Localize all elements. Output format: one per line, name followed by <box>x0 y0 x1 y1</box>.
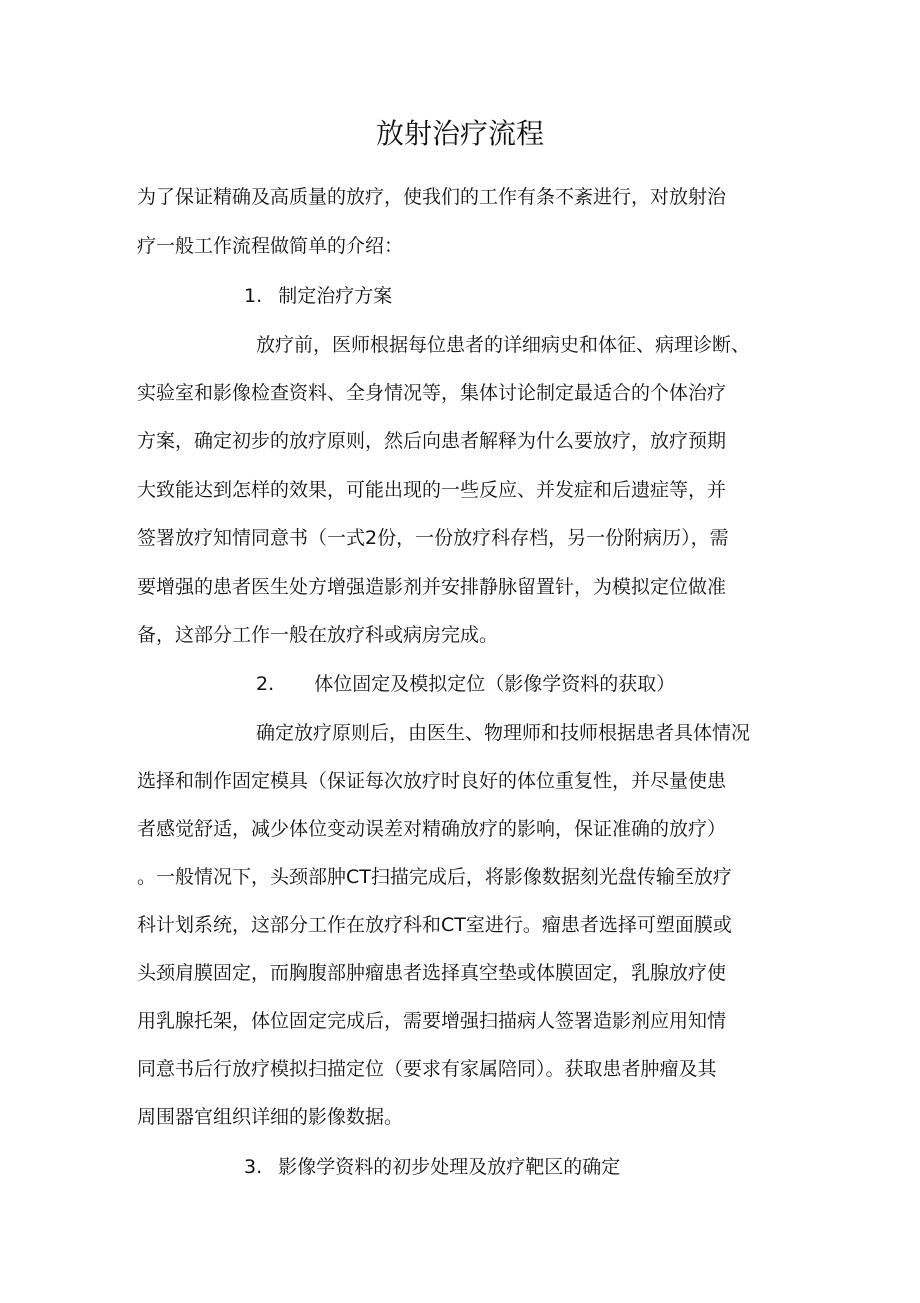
section-1-line-5: 签署放疗知情同意书（一式2份，一份放疗科存档，另一份附病历），需 <box>137 527 729 549</box>
section-2-title: 体位固定及模拟定位（影像学资料的获取） <box>314 673 676 695</box>
section-1-line-6: 要增强的患者医生处方增强造影剂并安排静脉留置针，为模拟定位做准 <box>137 576 727 598</box>
section-2-heading <box>256 671 675 697</box>
section-2-line-5: 科计划系统，这部分工作在放疗科和CT室进行。瘤患者选择可塑面膜或 <box>137 914 732 936</box>
section-2-line-6: 头颈肩膜固定，而胸腹部肿瘤患者选择真空垫或体膜固定，乳腺放疗使 <box>137 962 727 984</box>
section-2-line-3: 者感觉舒适，减少体位变动误差对精确放疗的影响，保证准确的放疗） <box>137 818 727 840</box>
section-1-heading <box>244 283 392 309</box>
section-1-line-4: 大致能达到怎样的效果，可能出现的一些反应、并发症和后遗症等，并 <box>137 479 727 501</box>
section-1-line-2: 实验室和影像检查资料、全身情况等，集体讨论制定最适合的个体治疗 <box>137 382 727 404</box>
section-2-number: 2. <box>256 673 275 695</box>
intro-line-2: 疗一般工作流程做简单的介绍： <box>137 235 404 257</box>
section-2-line-4: 。一般情况下，头颈部肿CT扫描完成后，将影像数据刻光盘传输至放疗 <box>137 866 732 888</box>
section-2-line-2: 选择和制作固定模具（保证每次放疗时良好的体位重复性，并尽量使患 <box>137 770 727 792</box>
section-2-line-7: 用乳腺托架，体位固定完成后，需要增强扫描病人签署造影剂应用知情 <box>137 1010 727 1032</box>
section-1-line-1: 放疗前，医师根据每位患者的详细病史和体征、病理诊断、 <box>256 334 751 356</box>
section-3-heading <box>244 1154 620 1180</box>
section-1-number: 1. <box>244 285 263 307</box>
intro-line-1: 为了保证精确及高质量的放疗，使我们的工作有条不紊进行，对放射治 <box>137 186 727 208</box>
section-3-title: 影像学资料的初步处理及放疗靶区的确定 <box>278 1156 621 1178</box>
section-2-line-8: 同意书后行放疗模拟扫描定位（要求有家属陪同）。获取患者肿瘤及其 <box>137 1058 717 1080</box>
section-2-line-9: 周围器官组织详细的影像数据。 <box>137 1106 404 1128</box>
section-1-line-3: 方案，确定初步的放疗原则，然后向患者解释为什么要放疗，放疗预期 <box>137 430 727 452</box>
section-3-number: 3. <box>244 1156 263 1178</box>
section-1-title: 制定治疗方案 <box>278 285 393 307</box>
section-2-line-1: 确定放疗原则后，由医生、物理师和技师根据患者具体情况 <box>256 722 751 744</box>
section-1-line-7: 备，这部分工作一般在放疗科或病房完成。 <box>137 624 499 646</box>
document-title: 放射治疗流程 <box>375 117 544 150</box>
